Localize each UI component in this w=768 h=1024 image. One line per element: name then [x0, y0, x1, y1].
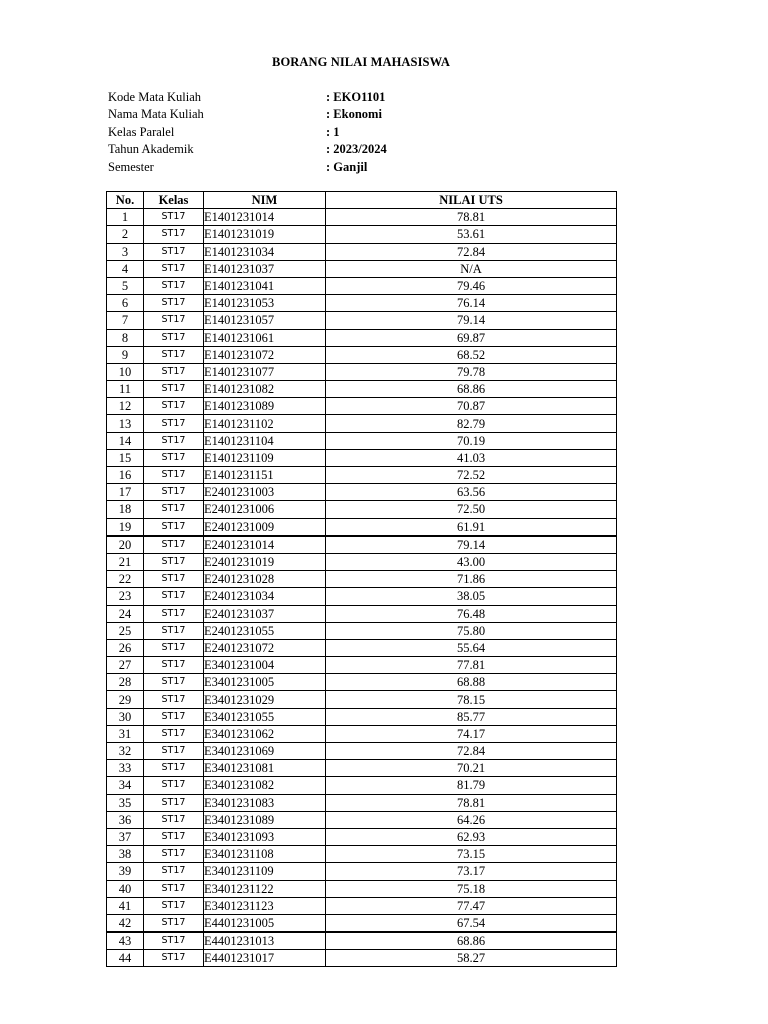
table-row [107, 828, 617, 845]
cell-no: 42 [107, 914, 144, 932]
cell-nim: E4401231017 [204, 950, 326, 967]
cell-no: 1 [107, 209, 144, 226]
cell-no: 21 [107, 553, 144, 570]
table-row [107, 639, 617, 656]
cell-kelas: ST17 [144, 880, 204, 897]
cell-kelas: ST17 [144, 260, 204, 277]
cell-nilai-uts: 81.79 [326, 777, 617, 794]
cell-no: 9 [107, 346, 144, 363]
table-row [107, 277, 617, 294]
cell-nilai-uts: 79.14 [326, 536, 617, 554]
cell-nilai-uts: 73.15 [326, 846, 617, 863]
cell-no: 27 [107, 657, 144, 674]
cell-no: 10 [107, 363, 144, 380]
cell-no: 5 [107, 277, 144, 294]
cell-kelas: ST17 [144, 295, 204, 312]
cell-kelas: ST17 [144, 657, 204, 674]
cell-nilai-uts: 78.15 [326, 691, 617, 708]
table-body [107, 209, 617, 967]
cell-no: 24 [107, 605, 144, 622]
table-row [107, 260, 617, 277]
cell-kelas: ST17 [144, 794, 204, 811]
cell-no: 36 [107, 811, 144, 828]
cell-no: 13 [107, 415, 144, 432]
cell-nilai-uts: 68.86 [326, 932, 617, 950]
cell-no: 33 [107, 760, 144, 777]
cell-nilai-uts: 68.86 [326, 381, 617, 398]
cell-no: 7 [107, 312, 144, 329]
cell-nim: E3401231082 [204, 777, 326, 794]
header-nim: NIM [204, 192, 326, 209]
cell-no: 38 [107, 846, 144, 863]
cell-nilai-uts: 72.50 [326, 501, 617, 518]
cell-nilai-uts: 71.86 [326, 571, 617, 588]
academic-year-row [108, 141, 387, 158]
cell-kelas: ST17 [144, 811, 204, 828]
table-row [107, 536, 617, 554]
cell-nilai-uts: 79.78 [326, 363, 617, 380]
cell-nim: E3401231083 [204, 794, 326, 811]
cell-nim: E1401231151 [204, 467, 326, 484]
table-row [107, 691, 617, 708]
table-row [107, 209, 617, 226]
table-row [107, 571, 617, 588]
cell-nilai-uts: 79.46 [326, 277, 617, 294]
cell-kelas: ST17 [144, 777, 204, 794]
cell-kelas: ST17 [144, 243, 204, 260]
cell-kelas: ST17 [144, 398, 204, 415]
cell-nilai-uts: 70.19 [326, 432, 617, 449]
semester-row [108, 159, 387, 176]
cell-nim: E1401231082 [204, 381, 326, 398]
cell-no: 18 [107, 501, 144, 518]
parallel-class-label: Kelas Paralel [108, 124, 175, 139]
cell-kelas: ST17 [144, 828, 204, 845]
cell-nilai-uts: 68.52 [326, 346, 617, 363]
cell-nim: E2401231009 [204, 518, 326, 536]
parallel-class-value: : 1 [326, 124, 340, 139]
cell-nilai-uts: 62.93 [326, 828, 617, 845]
cell-no: 28 [107, 674, 144, 691]
cell-kelas: ST17 [144, 501, 204, 518]
cell-nim: E3401231081 [204, 760, 326, 777]
cell-kelas: ST17 [144, 950, 204, 967]
cell-kelas: ST17 [144, 674, 204, 691]
cell-no: 17 [107, 484, 144, 501]
cell-nilai-uts: 82.79 [326, 415, 617, 432]
cell-nilai-uts: 76.48 [326, 605, 617, 622]
semester-value: : Ganjil [326, 159, 368, 174]
cell-no: 41 [107, 897, 144, 914]
cell-no: 37 [107, 828, 144, 845]
cell-nim: E1401231037 [204, 260, 326, 277]
cell-no: 32 [107, 743, 144, 760]
cell-nim: E3401231123 [204, 897, 326, 914]
cell-nilai-uts: 75.80 [326, 622, 617, 639]
cell-nilai-uts: 70.21 [326, 760, 617, 777]
table-row [107, 346, 617, 363]
cell-kelas: ST17 [144, 622, 204, 639]
cell-no: 40 [107, 880, 144, 897]
table-row [107, 553, 617, 570]
table-row [107, 794, 617, 811]
table-row [107, 846, 617, 863]
cell-no: 35 [107, 794, 144, 811]
cell-nim: E2401231014 [204, 536, 326, 554]
cell-nilai-uts: 41.03 [326, 449, 617, 466]
cell-kelas: ST17 [144, 467, 204, 484]
course-name-label: Nama Mata Kuliah [108, 107, 204, 122]
cell-nim: E3401231108 [204, 846, 326, 863]
cell-kelas: ST17 [144, 914, 204, 932]
cell-no: 22 [107, 571, 144, 588]
cell-no: 30 [107, 708, 144, 725]
table-row [107, 777, 617, 794]
table-row [107, 415, 617, 432]
cell-no: 6 [107, 295, 144, 312]
cell-nim: E1401231053 [204, 295, 326, 312]
cell-nilai-uts: 72.52 [326, 467, 617, 484]
cell-nilai-uts: 77.81 [326, 657, 617, 674]
cell-nilai-uts: 73.17 [326, 863, 617, 880]
cell-nilai-uts: 38.05 [326, 588, 617, 605]
cell-nilai-uts: 77.47 [326, 897, 617, 914]
cell-kelas: ST17 [144, 329, 204, 346]
cell-no: 29 [107, 691, 144, 708]
cell-nilai-uts: 72.84 [326, 743, 617, 760]
cell-nim: E2401231072 [204, 639, 326, 656]
cell-no: 14 [107, 432, 144, 449]
cell-no: 25 [107, 622, 144, 639]
course-code-label: Kode Mata Kuliah [108, 90, 202, 104]
cell-kelas: ST17 [144, 209, 204, 226]
cell-nim: E1401231089 [204, 398, 326, 415]
table-row [107, 743, 617, 760]
cell-nim: E4401231005 [204, 914, 326, 932]
cell-kelas: ST17 [144, 381, 204, 398]
course-name-value: : Ekonomi [326, 107, 382, 122]
cell-no: 20 [107, 536, 144, 554]
cell-nim: E1401231077 [204, 363, 326, 380]
cell-no: 12 [107, 398, 144, 415]
cell-kelas: ST17 [144, 415, 204, 432]
table-row [107, 398, 617, 415]
cell-no: 4 [107, 260, 144, 277]
cell-nim: E3401231093 [204, 828, 326, 845]
header-no: No. [107, 192, 144, 209]
cell-kelas: ST17 [144, 277, 204, 294]
course-name-row [108, 106, 387, 123]
cell-nilai-uts: 79.14 [326, 312, 617, 329]
cell-nilai-uts: N/A [326, 260, 617, 277]
cell-kelas: ST17 [144, 863, 204, 880]
table-row [107, 897, 617, 914]
table-row [107, 295, 617, 312]
table-row [107, 950, 617, 967]
cell-nilai-uts: 70.87 [326, 398, 617, 415]
cell-nim: E2401231037 [204, 605, 326, 622]
cell-no: 16 [107, 467, 144, 484]
cell-no: 2 [107, 226, 144, 243]
cell-kelas: ST17 [144, 760, 204, 777]
cell-kelas: ST17 [144, 846, 204, 863]
cell-nilai-uts: 61.91 [326, 518, 617, 536]
cell-nim: E4401231013 [204, 932, 326, 950]
cell-no: 23 [107, 588, 144, 605]
table-row [107, 880, 617, 897]
cell-nim: E2401231019 [204, 553, 326, 570]
cell-nim: E1401231109 [204, 449, 326, 466]
cell-nim: E3401231109 [204, 863, 326, 880]
cell-kelas: ST17 [144, 897, 204, 914]
cell-nim: E3401231069 [204, 743, 326, 760]
cell-no: 11 [107, 381, 144, 398]
table-row [107, 725, 617, 742]
cell-no: 3 [107, 243, 144, 260]
table-row [107, 708, 617, 725]
cell-no: 34 [107, 777, 144, 794]
cell-nim: E3401231029 [204, 691, 326, 708]
cell-kelas: ST17 [144, 708, 204, 725]
table-row [107, 863, 617, 880]
table-row [107, 312, 617, 329]
cell-nim: E1401231102 [204, 415, 326, 432]
cell-nilai-uts: 43.00 [326, 553, 617, 570]
header-nilai-uts: NILAI UTS [326, 192, 617, 209]
cell-nilai-uts: 75.18 [326, 880, 617, 897]
cell-nilai-uts: 85.77 [326, 708, 617, 725]
course-code-row [108, 89, 387, 106]
cell-kelas: ST17 [144, 432, 204, 449]
cell-kelas: ST17 [144, 725, 204, 742]
table-row [107, 243, 617, 260]
table-row [107, 484, 617, 501]
cell-nim: E1401231014 [204, 209, 326, 226]
table-row [107, 760, 617, 777]
course-code-value: : EKO1101 [326, 90, 386, 104]
cell-nilai-uts: 72.84 [326, 243, 617, 260]
cell-kelas: ST17 [144, 588, 204, 605]
cell-nilai-uts: 63.56 [326, 484, 617, 501]
cell-nim: E3401231005 [204, 674, 326, 691]
cell-no: 26 [107, 639, 144, 656]
table-row [107, 432, 617, 449]
cell-kelas: ST17 [144, 226, 204, 243]
cell-nim: E3401231089 [204, 811, 326, 828]
cell-nim: E3401231062 [204, 725, 326, 742]
table-row [107, 501, 617, 518]
cell-kelas: ST17 [144, 605, 204, 622]
cell-nilai-uts: 58.27 [326, 950, 617, 967]
grades-table [106, 191, 617, 967]
table-row [107, 329, 617, 346]
cell-nim: E1401231019 [204, 226, 326, 243]
cell-kelas: ST17 [144, 536, 204, 554]
cell-nilai-uts: 64.26 [326, 811, 617, 828]
cell-kelas: ST17 [144, 553, 204, 570]
cell-nim: E3401231055 [204, 708, 326, 725]
cell-nim: E2401231028 [204, 571, 326, 588]
table-row [107, 467, 617, 484]
cell-kelas: ST17 [144, 484, 204, 501]
academic-year-label: Tahun Akademik [108, 142, 194, 157]
semester-label: Semester [108, 159, 154, 174]
cell-kelas: ST17 [144, 449, 204, 466]
table-row [107, 622, 617, 639]
page-title: BORANG NILAI MAHASISWA [272, 55, 450, 69]
cell-nilai-uts: 78.81 [326, 209, 617, 226]
cell-nim: E2401231055 [204, 622, 326, 639]
table-header-row [107, 192, 617, 209]
cell-nim: E1401231034 [204, 243, 326, 260]
cell-nilai-uts: 68.88 [326, 674, 617, 691]
cell-nilai-uts: 69.87 [326, 329, 617, 346]
table-row [107, 914, 617, 932]
table-row [107, 605, 617, 622]
cell-nim: E2401231003 [204, 484, 326, 501]
academic-year-value: : 2023/2024 [326, 142, 387, 157]
table-row [107, 588, 617, 605]
cell-kelas: ST17 [144, 691, 204, 708]
table-row [107, 363, 617, 380]
table-row [107, 449, 617, 466]
table-row [107, 657, 617, 674]
table-row [107, 226, 617, 243]
cell-nilai-uts: 76.14 [326, 295, 617, 312]
cell-no: 19 [107, 518, 144, 536]
cell-kelas: ST17 [144, 312, 204, 329]
cell-nilai-uts: 74.17 [326, 725, 617, 742]
table-row [107, 932, 617, 950]
cell-kelas: ST17 [144, 639, 204, 656]
cell-kelas: ST17 [144, 363, 204, 380]
cell-kelas: ST17 [144, 932, 204, 950]
cell-nim: E1401231061 [204, 329, 326, 346]
cell-nim: E1401231104 [204, 432, 326, 449]
table-row [107, 811, 617, 828]
cell-nim: E3401231004 [204, 657, 326, 674]
cell-kelas: ST17 [144, 518, 204, 536]
cell-nim: E2401231006 [204, 501, 326, 518]
cell-nilai-uts: 67.54 [326, 914, 617, 932]
cell-no: 8 [107, 329, 144, 346]
table-row [107, 381, 617, 398]
cell-nim: E1401231057 [204, 312, 326, 329]
table-row [107, 674, 617, 691]
cell-nim: E3401231122 [204, 880, 326, 897]
cell-no: 43 [107, 932, 144, 950]
cell-nilai-uts: 53.61 [326, 226, 617, 243]
cell-nim: E1401231072 [204, 346, 326, 363]
cell-no: 39 [107, 863, 144, 880]
cell-nilai-uts: 78.81 [326, 794, 617, 811]
cell-no: 15 [107, 449, 144, 466]
cell-kelas: ST17 [144, 571, 204, 588]
cell-no: 31 [107, 725, 144, 742]
cell-kelas: ST17 [144, 346, 204, 363]
cell-nilai-uts: 55.64 [326, 639, 617, 656]
cell-kelas: ST17 [144, 743, 204, 760]
header-kelas: Kelas [144, 192, 204, 209]
cell-no: 44 [107, 950, 144, 967]
cell-nim: E1401231041 [204, 277, 326, 294]
cell-nim: E2401231034 [204, 588, 326, 605]
course-info [108, 89, 387, 176]
parallel-class-row [108, 124, 387, 141]
table-row [107, 518, 617, 536]
